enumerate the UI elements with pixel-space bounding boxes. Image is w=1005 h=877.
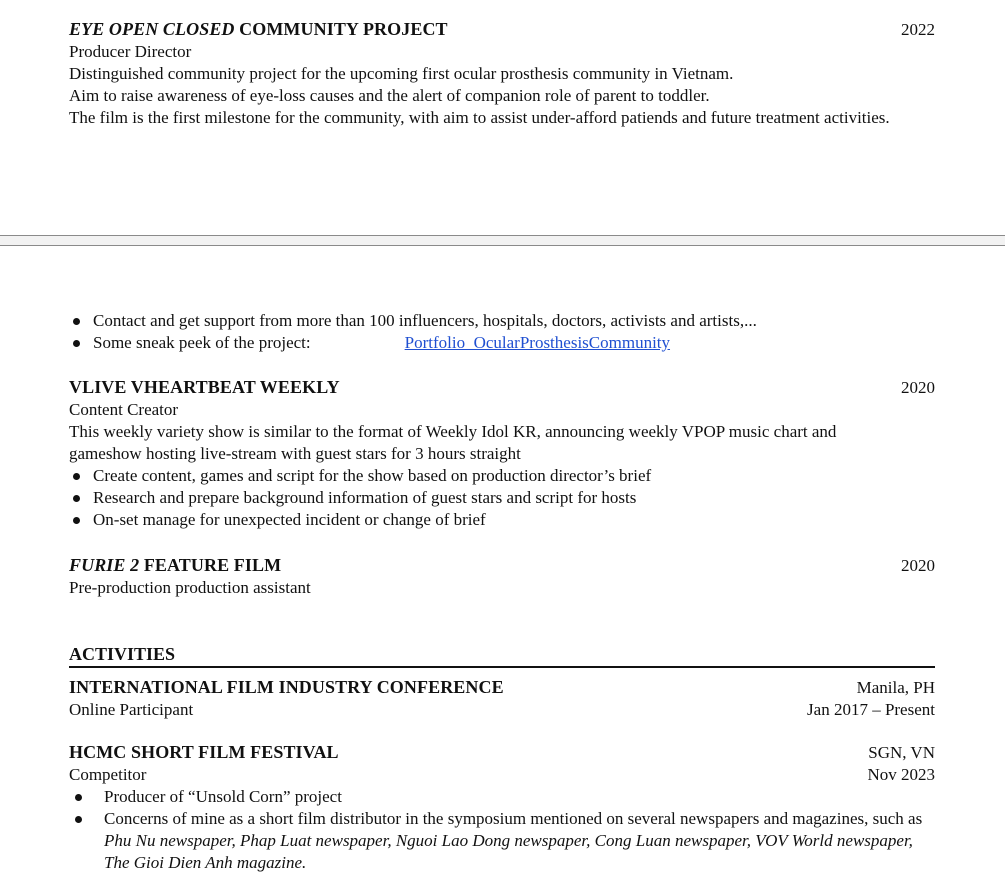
vlive-description: This weekly variety show is similar to the format of Weekly Idol KR, announcing weekly VPOP music chart and gameshow hosting live-stream with guest stars for 3 hours straight: [69, 422, 837, 463]
eye-open-line-1: Distinguished community project for the upcoming first ocular prosthesis community in Vietnam.: [69, 64, 734, 83]
furie-header: [69, 554, 935, 577]
eye-open-closed-entry: [69, 18, 935, 129]
furie-year: 2020: [901, 556, 935, 575]
vlive-year: 2020: [901, 378, 935, 397]
festival-role: Competitor: [69, 765, 147, 784]
furie-entry: [69, 554, 935, 599]
conference-role: Online Participant: [69, 700, 194, 719]
eye-open-bullets: [69, 310, 935, 354]
list-item: Some sneak peek of the project: Portfolio_OcularProsthesisCommunity: [69, 332, 935, 354]
eye-open-header: [69, 18, 935, 41]
festival-subrow: [69, 764, 935, 786]
conference-location: Manila, PH: [856, 678, 935, 697]
festival-location: SGN, VN: [868, 743, 935, 762]
eye-open-year: 2022: [901, 20, 935, 39]
eye-open-line-3: The film is the first milestone for the community, with aim to assist under-afford patiends and future treatment activities.: [69, 108, 890, 127]
conference-title: INTERNATIONAL FILM INDUSTRY CONFERENCE: [69, 677, 504, 697]
eye-open-role: Producer Director: [69, 42, 192, 61]
list-item: Producer of “Unsold Corn” project: [69, 786, 935, 808]
page-break-divider: [0, 235, 1005, 246]
festival-entry: [69, 741, 935, 874]
vlive-header: [69, 376, 935, 399]
portfolio-link[interactable]: Portfolio_OcularProsthesisCommunity: [404, 333, 671, 352]
festival-title: HCMC SHORT FILM FESTIVAL: [69, 742, 339, 762]
furie-role: Pre-production production assistant: [69, 578, 311, 597]
eye-open-line-2: Aim to raise awareness of eye-loss causes and the alert of companion role of parent to toddler.: [69, 86, 710, 105]
conference-entry: [69, 676, 935, 721]
section-heading-activities: ACTIVITIES: [69, 643, 935, 668]
activities-section: [69, 643, 935, 874]
vlive-title: VLIVE VHEARTBEAT WEEKLY: [69, 377, 340, 397]
vlive-role: Content Creator: [69, 400, 179, 419]
list-item: Contact and get support from more than 100 influencers, hospitals, doctors, activists and artists,...: [69, 310, 935, 332]
festival-header: [69, 741, 935, 764]
list-item: Research and prepare background information of guest stars and script for hosts: [69, 487, 935, 509]
conference-subrow: [69, 699, 935, 721]
festival-dates: Nov 2023: [867, 765, 935, 784]
furie-title: FURIE 2 FEATURE FILM: [69, 555, 282, 575]
conference-dates: Jan 2017 – Present: [807, 700, 935, 719]
list-item: Create content, games and script for the show based on production director’s brief: [69, 465, 935, 487]
conference-header: [69, 676, 935, 699]
eye-open-title: EYE OPEN CLOSED COMMUNITY PROJECT: [69, 19, 448, 39]
list-item: On-set manage for unexpected incident or change of brief: [69, 509, 935, 531]
list-item: Concerns of mine as a short film distributor in the symposium mentioned on several newspapers and magazines, such as Phu Nu newspaper, Phap Luat newspaper, Nguoi Lao Dong newspaper, Cong Luan newspaper, VOV World newspaper, The Gioi Dien Anh magazine.: [69, 808, 935, 874]
vlive-entry: [69, 376, 935, 531]
